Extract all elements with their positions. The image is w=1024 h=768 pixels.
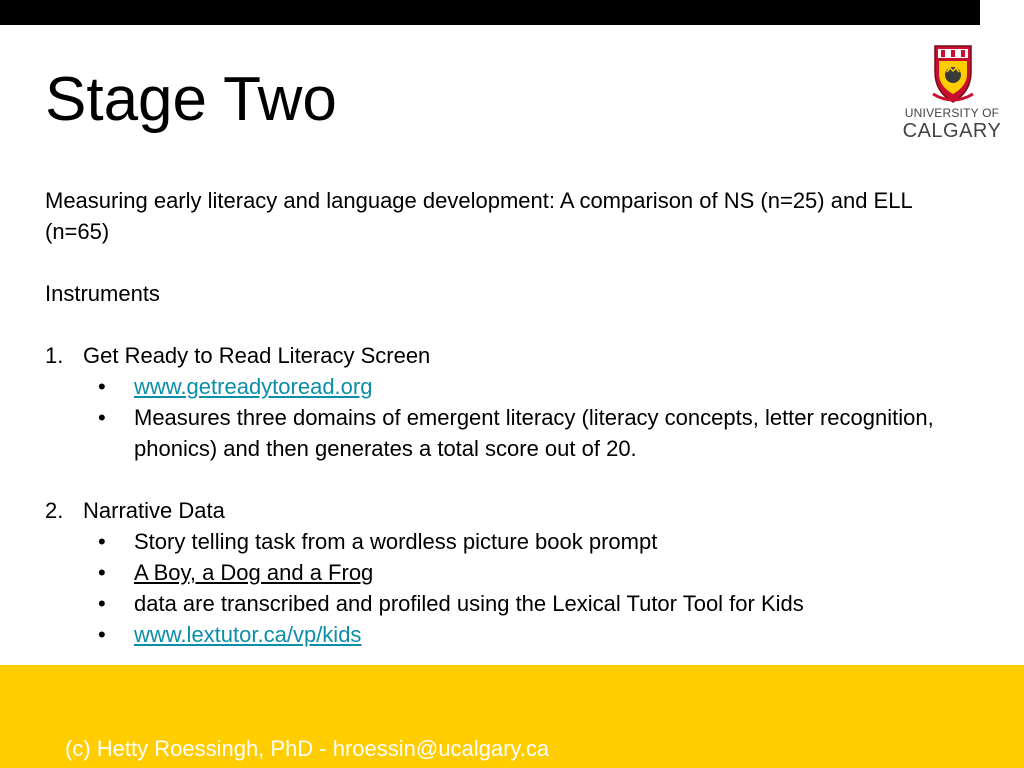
numbered-item-1 <box>45 340 975 371</box>
logo-line-2: CALGARY <box>902 120 1002 142</box>
list-item <box>45 557 975 588</box>
intro-text: Measuring early literacy and language development: A comparison of NS (n=25) and ELL (n=65) <box>45 188 912 244</box>
bullet-text: Measures three domains of emergent literacy (literacy concepts, letter recognition, phonics) and then generates a total score out of 20. <box>134 405 934 461</box>
getreadytoread-link[interactable]: www.getreadytoread.org <box>134 374 373 399</box>
book-title: A Boy, a Dog and a Frog <box>134 560 374 585</box>
bullet-icon: • <box>98 591 106 616</box>
bullet-icon: • <box>98 405 106 430</box>
item-label: Get Ready to Read Literacy Screen <box>83 343 431 368</box>
bullet-icon: • <box>98 560 106 585</box>
item-number: 1. <box>45 343 64 368</box>
university-logo <box>900 40 1004 144</box>
slide-title: Stage Two <box>45 65 337 134</box>
logo-line-1: UNIVERSITY OF <box>904 106 1000 120</box>
bullet-text: Story telling task from a wordless picture book prompt <box>134 529 658 554</box>
list-item <box>45 619 975 650</box>
slide-body <box>45 185 975 650</box>
list-item <box>45 526 975 557</box>
bullet-text: data are transcribed and profiled using the Lexical Tutor Tool for Kids <box>134 591 804 616</box>
bullet-icon: • <box>98 374 106 399</box>
list-item <box>45 371 975 402</box>
list-item <box>45 402 975 464</box>
footer-credit: (c) Hetty Roessingh, PhD - hroessin@ucalgary.ca <box>65 736 550 761</box>
bullet-icon: • <box>98 622 106 647</box>
lextutor-link[interactable]: www.lextutor.ca/vp/kids <box>134 622 362 647</box>
numbered-item-2 <box>45 495 975 526</box>
bullet-icon: • <box>98 529 106 554</box>
item-label: Narrative Data <box>83 498 225 523</box>
section-heading: Instruments <box>45 281 160 306</box>
footer-band <box>0 665 1024 768</box>
item-number: 2. <box>45 498 64 523</box>
top-bar <box>0 0 980 25</box>
university-crest-icon <box>929 42 977 104</box>
list-item <box>45 588 975 619</box>
